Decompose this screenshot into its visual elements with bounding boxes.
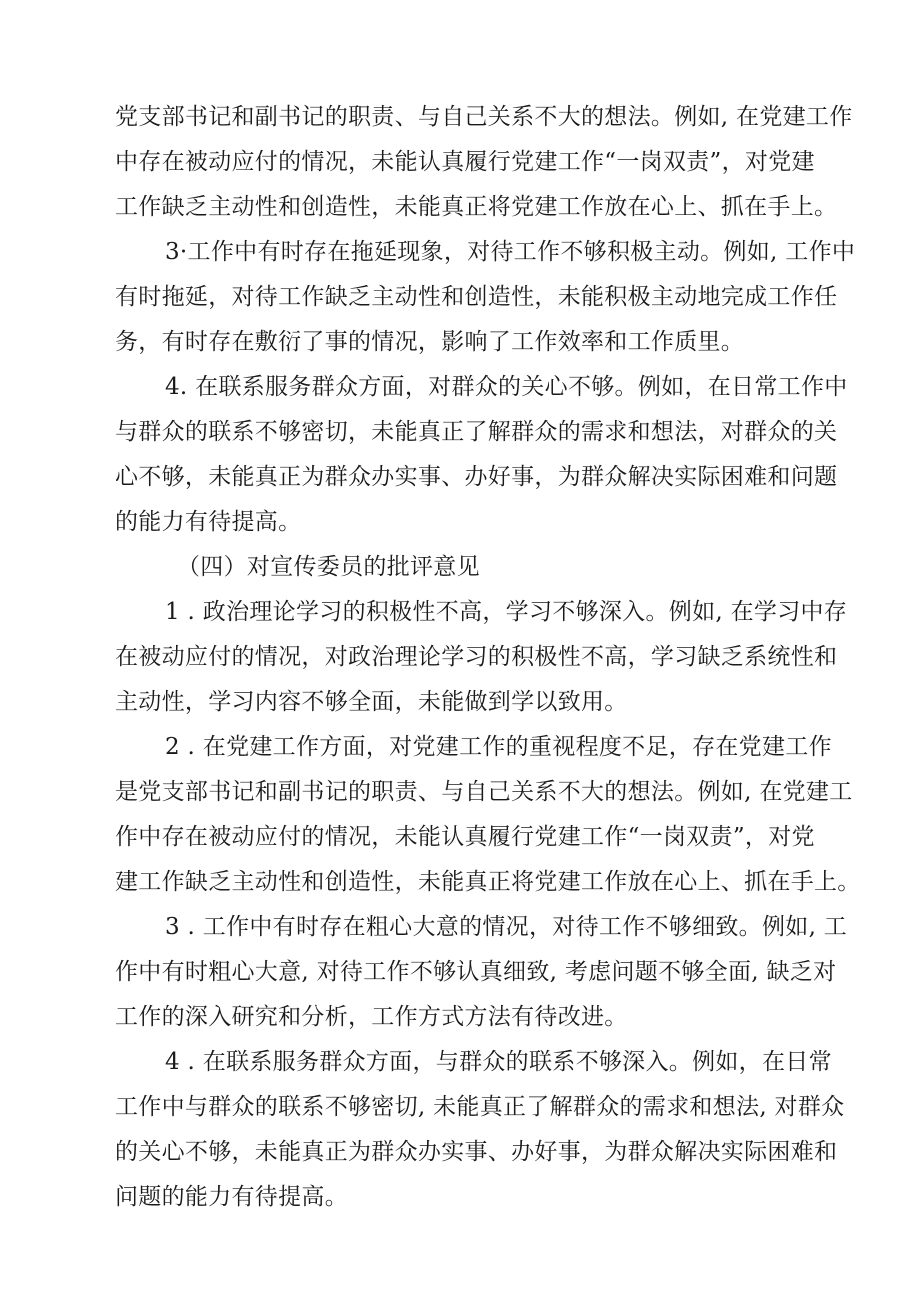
- text-line: 在被动应付的情况，对政治理论学习的积极性不高，学习缺乏系统性和: [115, 644, 838, 670]
- text-line: 问题的能力有待提高。: [115, 1184, 348, 1210]
- text-line: 务，有时存在敷衍了事的情况，影响了工作效率和工作质里。: [115, 329, 745, 355]
- text-line: 作中存在被动应付的情况，未能认真履行党建工作“一岗双责”，对党: [115, 824, 815, 850]
- text-line: 作中有时粗心大意, 对待工作不够认真细致, 考虑问题不够全面, 缺乏对: [115, 959, 837, 985]
- text-line: 主动性，学习内容不够全面，未能做到学以致用。: [115, 689, 628, 715]
- text-line: 建工作缺乏主动性和创造性，未能真正将党建工作放在心上、抓在手上。: [115, 869, 861, 895]
- text-line: 工作的深入研究和分析，工作方式方法有待改进。: [115, 1004, 628, 1030]
- paragraph-start-line: 3·工作中有时存在拖延现象，对待工作不够积极主动。例如, 工作中: [165, 239, 856, 265]
- text-line: 的关心不够，未能真正为群众办实事、办好事，为群众解决实际困难和: [115, 1139, 838, 1165]
- text-line: 中存在被动应付的情况，未能认真履行党建工作“一岗双责”，对党建: [115, 149, 815, 175]
- paragraph-start-line: 1 . 政治理论学习的积极性不高，学习不够深入。例如, 在学习中存: [165, 599, 848, 625]
- section-heading: （四）对宣传委员的批评意见: [177, 554, 480, 580]
- text-line: 有时拖延，对待工作缺乏主动性和创造性，未能积极主动地完成工作任: [115, 284, 838, 310]
- text-line: 心不够，未能真正为群众办实事、办好事，为群众解决实际困难和问题: [115, 464, 838, 490]
- paragraph-start-line: 4. 在联系服务群众方面，对群众的关心不够。例如，在日常工作中: [165, 374, 848, 400]
- text-line: 是党支部书记和副书记的职责、与自己关系不大的想法。例如, 在党建工: [115, 779, 853, 805]
- text-line: 工作缺乏主动性和创造性，未能真正将党建工作放在心上、抓在手上。: [115, 194, 838, 220]
- paragraph-start-line: 4 . 在联系服务群众方面，与群众的联系不够深入。例如，在日常: [165, 1049, 832, 1075]
- text-line: 党支部书记和副书记的职责、与自己关系不大的想法。例如, 在党建工作: [115, 104, 853, 130]
- text-line: 的能力有待提高。: [115, 509, 302, 535]
- text-line: 与群众的联系不够密切，未能真正了解群众的需求和想法，对群众的关: [115, 419, 838, 445]
- paragraph-start-line: 2 . 在党建工作方面，对党建工作的重视程度不足，存在党建工作: [165, 734, 832, 760]
- text-line: 工作中与群众的联系不够密切, 未能真正了解群众的需求和想法, 对群众: [115, 1094, 845, 1120]
- paragraph-start-line: 3 . 工作中有时存在粗心大意的情况，对待工作不够细致。例如, 工: [165, 914, 848, 940]
